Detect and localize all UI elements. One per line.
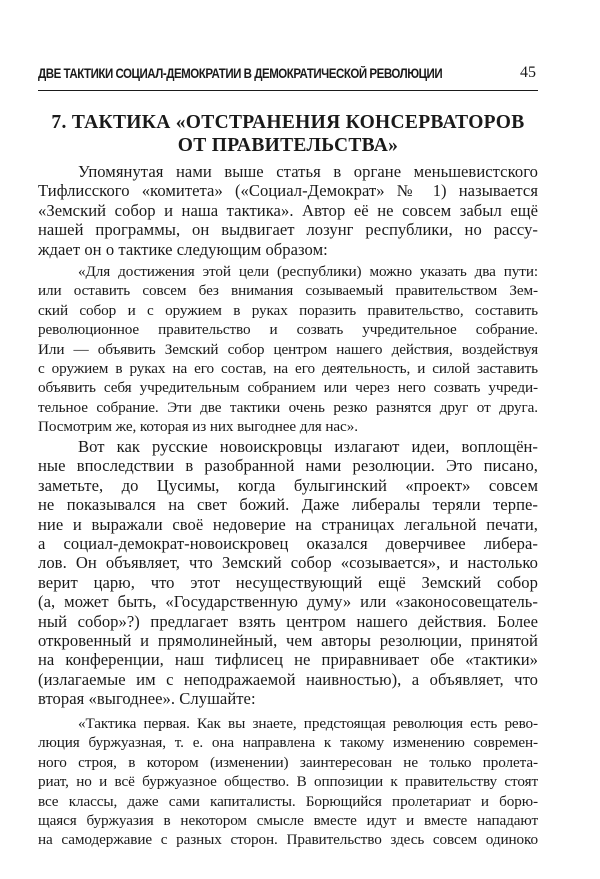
running-header [38, 62, 538, 91]
text-line: Упомянутая нами выше статья в органе меньшевистского [78, 162, 538, 181]
running-title: ДВЕ ТАКТИКИ СОЦИАЛ-ДЕМОКРАТИИ В ДЕМОКРАТИЧЕСКОЙ РЕВОЛЮЦИИ [38, 66, 443, 81]
text-line: Посмотрим же, которая из них выгоднее для нас». [38, 418, 358, 436]
text-line: тельное собрание. Эти две тактики очень резко разнятся друг от друга. [38, 398, 538, 416]
text-line: Тифлисского «комитета» («Социал-Демократ» № 1) называется [38, 181, 538, 201]
text-line: ский собор и с оружием в руках поразить правительство, составить [38, 301, 538, 319]
text-line: (излагаемые им с неподражаемой наивностью), а объявляет, что [38, 669, 538, 689]
chapter-title [38, 111, 538, 157]
quote-2 [38, 714, 538, 850]
text-line: щаяся буржуазия в некотором смысле вместе идут и вместе нападают [38, 812, 538, 830]
page-number: 45 [520, 64, 536, 81]
paragraph-2 [38, 437, 538, 709]
text-line: а социал-демократ-новоискровец оказался доверчивее либера- [38, 534, 538, 554]
text-line: с оружием в руках на его состав, на его деятельность, и силой заставить [38, 360, 538, 378]
text-line: риат, но и всё буржуазное общество. В оппозиции к правительству стоят [38, 773, 538, 791]
text-line: или оставить совсем без внимания созываемый правительством Зем- [38, 282, 538, 300]
text-line: ный собор»?) предлагает взять центром нашего действия. Более [38, 611, 538, 631]
text-line: «Для достижения этой цели (республики) можно указать два пути: [78, 263, 538, 280]
text-line: лов. Он объявляет, что Земский собор «созывается», и настолько [38, 553, 538, 573]
text-line: «Земский собор и наша тактика». Автор её не совсем забыл ещё [38, 200, 538, 220]
chapter-title-line: ОТ ПРАВИТЕЛЬСТВА» [177, 135, 399, 156]
text-line: «Тактика первая. Как вы знаете, предстоящая революция есть рево- [78, 715, 538, 732]
text-line: заметьте, до Цусимы, когда булыгинский «проект» совсем [38, 475, 538, 495]
text-line: ного строя, в котором (изменении) заинтересован не только пролета- [38, 753, 538, 771]
text-line: вторая «выгоднее». Слушайте: [38, 689, 256, 709]
text-line: ные впоследствии в разобранной нами резолюции. Это писано, [38, 456, 538, 476]
text-line: на самодержавие с разных сторон. Правительство здесь совсем одиноко [38, 831, 538, 849]
text-line: ждает он о тактике следующим образом: [38, 239, 328, 259]
text-line: революционное правительство и созвать учредительное собрание. [38, 321, 538, 339]
text-line: верит царю, что этот несуществующий ещё Земский собор [38, 572, 538, 592]
paragraph-1 [38, 162, 538, 259]
text-line: ние и выражали своё недоверие на страницах легальной печати, [38, 514, 538, 534]
quote-1 [38, 262, 538, 437]
chapter-title-line: 7. ТАКТИКА «ОТСТРАНЕНИЯ КОНСЕРВАТОРОВ [51, 112, 525, 133]
text-line: люция буржуазная, т. е. она направлена к такому изменению современ- [38, 734, 538, 752]
text-line: Или — объявить Земский собор центром нашего действия, воздействуя [38, 340, 538, 358]
text-line: объявить себя учредительным собранием или через него созвать учреди- [38, 379, 538, 397]
text-line: (а, может быть, «Государственную думу» или «законосовещатель- [38, 592, 538, 612]
text-line: нашей программы, он выдвигает лозунг республики, но рассу- [38, 220, 538, 240]
text-line: не показывался на свет божий. Даже либералы теряли терпе- [38, 495, 538, 515]
text-line: откровенный и прямолинейный, чем авторы резолюции, принятой [38, 631, 538, 651]
text-line: на конференции, наш тифлисец не приравнивает обе «тактики» [38, 650, 538, 670]
text-line: все классы, даже сами капиталисты. Борющийся пролетариат и борю- [38, 792, 538, 810]
text-line: Вот как русские новоискровцы излагают идеи, воплощён- [78, 437, 538, 456]
